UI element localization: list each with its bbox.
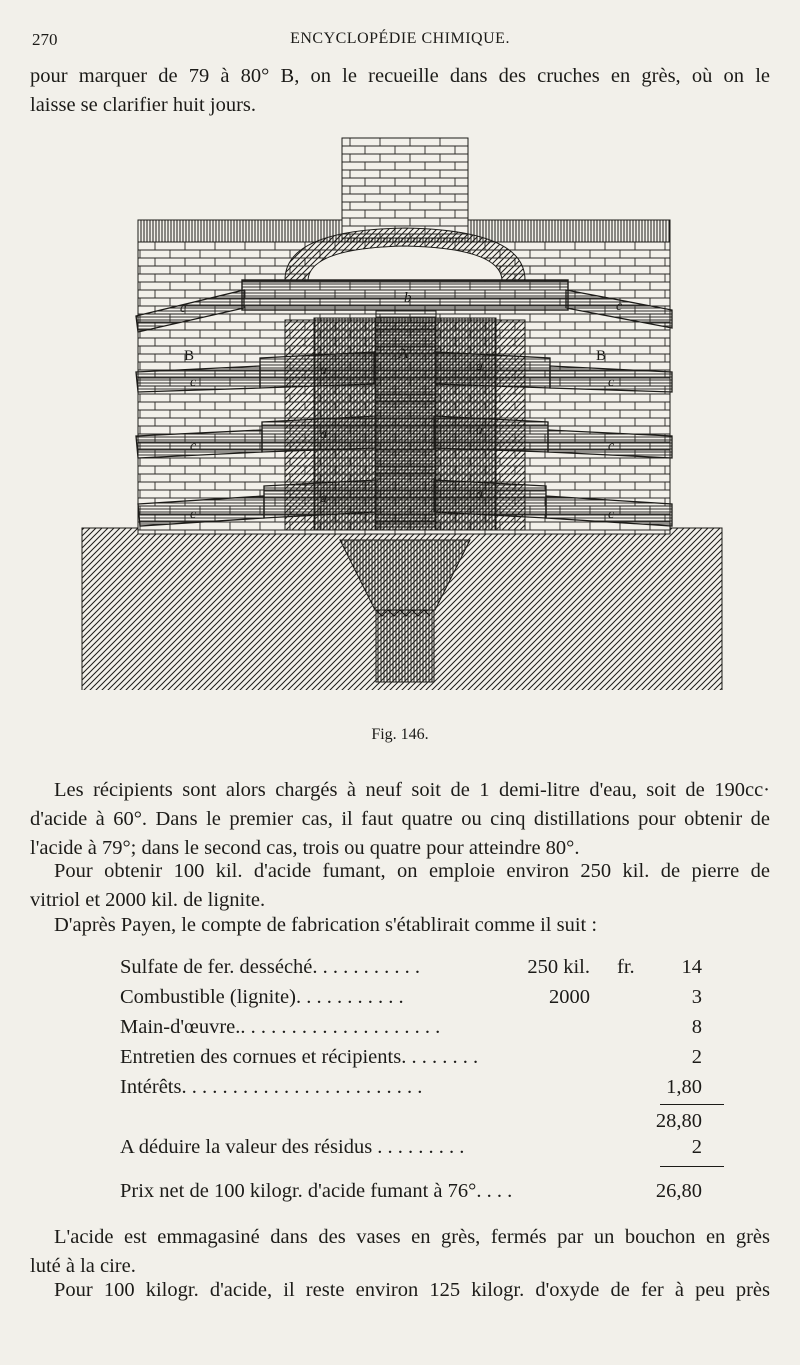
flue (376, 610, 434, 682)
figure-146-furnace-illustration (80, 130, 730, 690)
cost-row (120, 986, 720, 1016)
cost-row (120, 1046, 720, 1076)
cost-row (120, 1016, 720, 1046)
cost-item: Entretien des cornues et récipients. . . . . . . . (120, 1046, 479, 1068)
intro-paragraph (30, 62, 770, 120)
cost-quantity: 250 kil. (527, 956, 590, 978)
cost-amount: 14 (681, 956, 702, 978)
text-line: Pour obtenir 100 kil. d'acide fumant, on emploie environ 250 kil. de pierre de (54, 860, 770, 882)
label-c: c (608, 375, 615, 390)
text-line: l'acide à 79°; dans le second cas, trois ou quatre pour atteindre 80°. (30, 837, 580, 859)
paragraph-storage (30, 1223, 770, 1281)
text-line: vitriol et 2000 kil. de lignite. (30, 889, 266, 911)
label-c: c (180, 301, 187, 316)
text-line: L'acide est emmagasiné dans des vases en grès, fermés par un bouchon en grès (54, 1226, 770, 1248)
paragraph-residue (30, 1276, 770, 1305)
cost-item: Combustible (lignite). . . . . . . . . . . (120, 986, 404, 1008)
cost-quantity: 2000 (549, 986, 590, 1008)
cost-currency: fr. (617, 956, 635, 978)
label-c: c (190, 375, 197, 390)
text-line: Pour 100 kilogr. d'acide, il reste environ 125 kilogr. d'oxyde de fer à peu près (54, 1279, 770, 1301)
cost-item: Sulfate de fer. desséché. . . . . . . . . . . (120, 956, 421, 978)
net-total-label: Prix net de 100 kilogr. d'acide fumant à 76°. . . . (120, 1180, 513, 1202)
text-line: Les récipients sont alors chargés à neuf soit de 1 demi-litre d'eau, soit de 190cc· (54, 779, 770, 801)
cost-amount: 8 (691, 1016, 702, 1038)
label-a: a (320, 427, 327, 442)
subtotal-amount: 28,80 (655, 1110, 702, 1132)
net-total-amount: 26,80 (655, 1180, 702, 1202)
label-c: c (190, 439, 197, 454)
label-a: a (320, 363, 327, 378)
cost-row (120, 956, 720, 986)
label-c: c (190, 507, 197, 522)
cost-amount: 1,80 (666, 1076, 702, 1098)
deduction-amount: 2 (691, 1136, 702, 1158)
page-number: 270 (32, 30, 58, 49)
label-a: a (320, 491, 327, 506)
label-c: c (608, 507, 615, 522)
label-c: c (608, 439, 615, 454)
paragraph-payen (30, 911, 770, 940)
chimney (342, 138, 468, 238)
paragraph-recharge (30, 776, 770, 863)
running-head: ENCYCLOPÉDIE CHIMIQUE. (290, 30, 510, 47)
text-line: luté à la cire. (30, 1255, 136, 1277)
paragraph-fuming-acid (30, 857, 770, 915)
net-total-row (120, 1180, 720, 1210)
label-c: c (616, 299, 623, 314)
text-line: pour marquer de 79 à 80° B, on le recueille dans des cruches en grès, où on le (30, 65, 770, 87)
label-b: b (404, 290, 412, 306)
label-a: a (476, 423, 483, 438)
label-A: A (398, 346, 409, 362)
sum-rule (660, 1166, 724, 1167)
cost-amount: 3 (691, 986, 702, 1008)
cost-amount: 2 (691, 1046, 702, 1068)
cost-item: Intérêts. . . . . . . . . . . . . . . . . . . . . . . . (120, 1076, 423, 1098)
figure-caption: Fig. 146. (371, 726, 429, 743)
text-line: D'après Payen, le compte de fabrication s'établirait comme il suit : (54, 914, 598, 936)
text-line: d'acide à 60°. Dans le premier cas, il faut quatre ou cinq distillations pour obtenir de (30, 808, 770, 830)
cost-row (120, 1076, 720, 1106)
sum-rule (660, 1104, 724, 1105)
label-B-left: B (184, 348, 195, 364)
deduction-row (120, 1136, 720, 1166)
label-a: a (476, 487, 483, 502)
label-B-right: B (596, 348, 607, 364)
label-a: a (476, 359, 483, 374)
cost-item: Main-d'œuvre.. . . . . . . . . . . . . . . . . . . . (120, 1016, 441, 1038)
deduction-label: A déduire la valeur des résidus . . . . . . . . . (120, 1136, 465, 1158)
text-line: laisse se clarifier huit jours. (30, 94, 257, 116)
